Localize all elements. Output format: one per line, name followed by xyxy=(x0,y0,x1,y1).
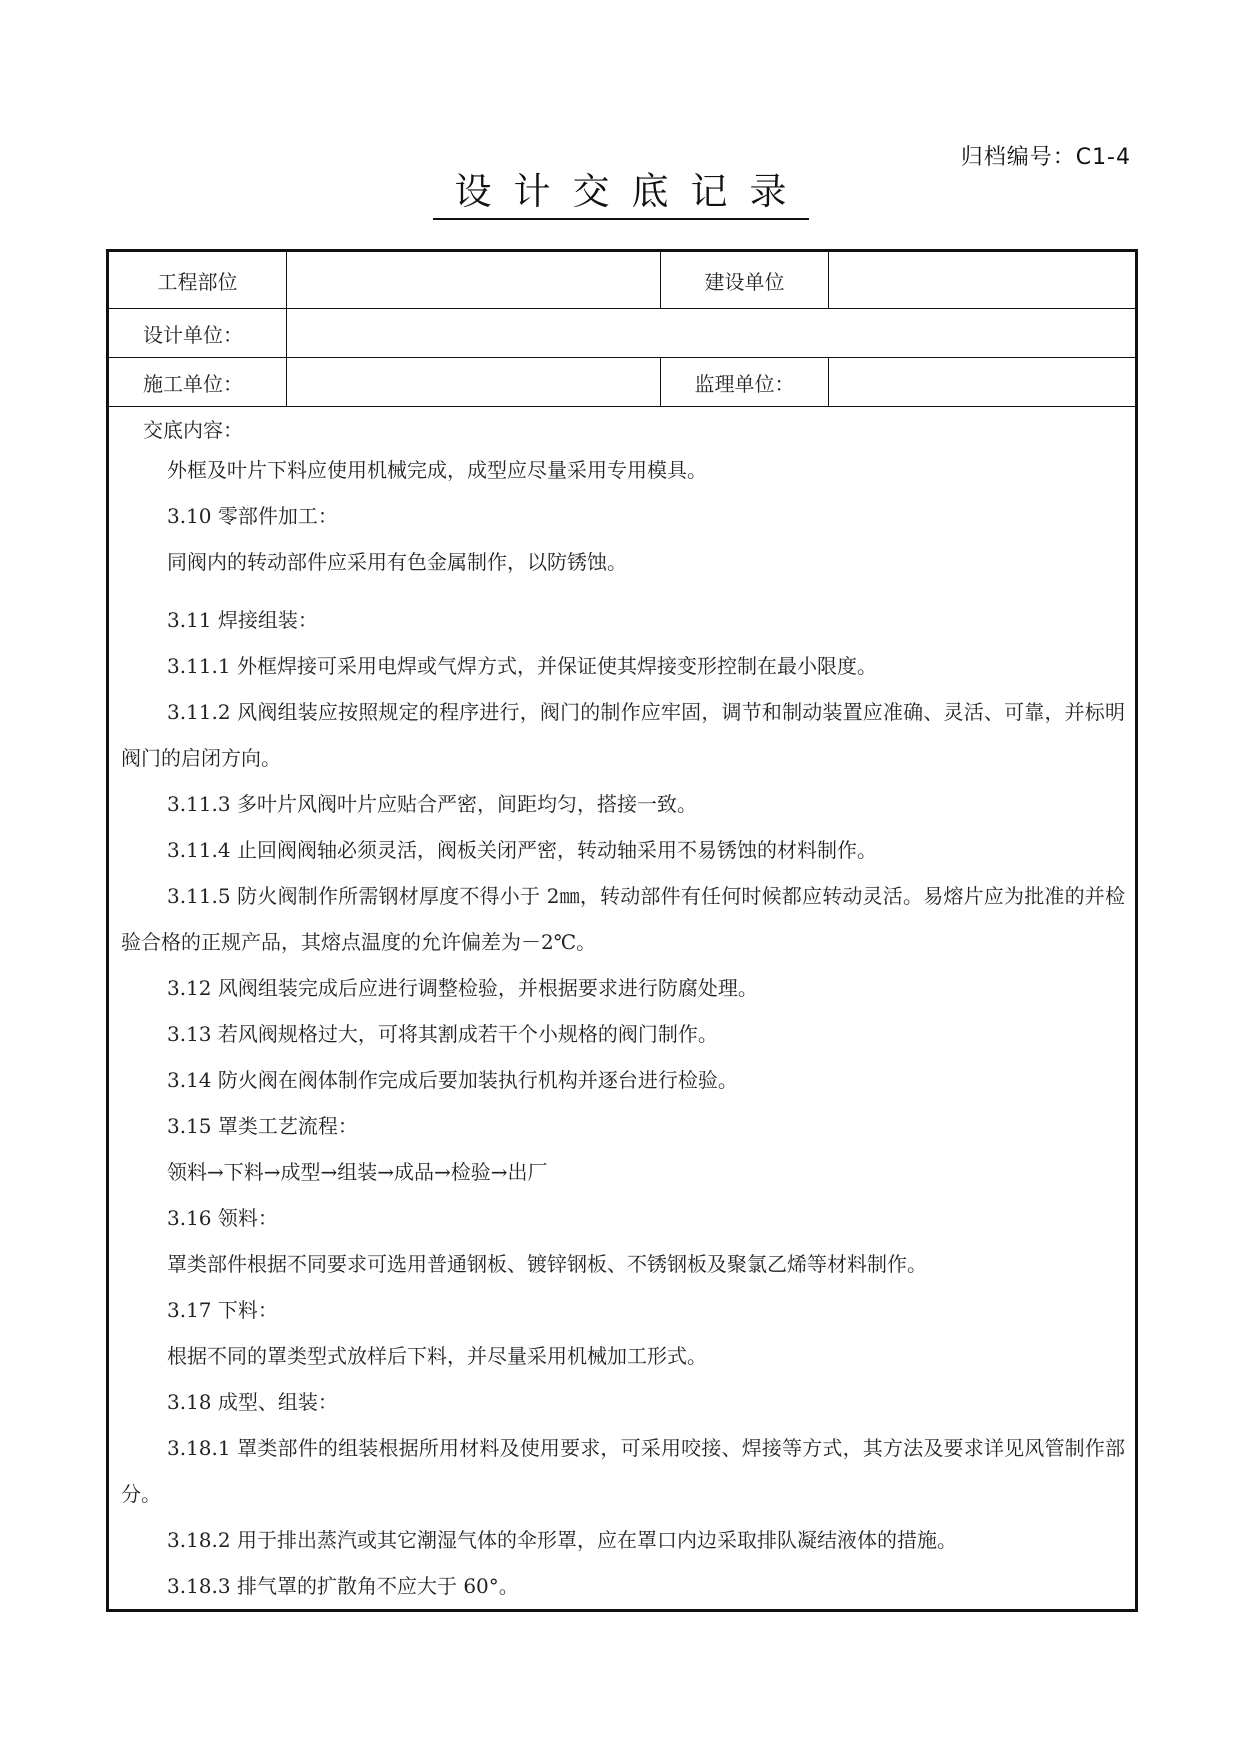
form-row-content xyxy=(108,407,1137,1611)
title-container xyxy=(0,170,1241,220)
content-paragraph: 3.13 若风阀规格过大，可将其割成若干个小规格的阀门制作。 xyxy=(167,1022,718,1046)
content-paragraph: 3.18.3 排气罩的扩散角不应大于 60°。 xyxy=(167,1574,519,1598)
content-paragraph: 3.18.1 罩类部件的组装根据所用材料及使用要求，可采用咬接、焊接等方式，其方法及要求详见风管制作部分。 xyxy=(121,1436,1125,1506)
content-paragraphs xyxy=(121,447,1125,1609)
project-part-field[interactable] xyxy=(287,251,661,309)
content-paragraph: 3.14 防火阀在阀体制作完成后要加装执行机构并逐台进行检验。 xyxy=(167,1068,738,1092)
disclosure-content-cell xyxy=(108,407,1137,1611)
content-paragraph: 根据不同的罩类型式放样后下料，并尽量采用机械加工形式。 xyxy=(167,1344,707,1368)
content-heading: 交底内容： xyxy=(143,418,243,442)
design-disclosure-table xyxy=(106,249,1138,1612)
owner-unit-label: 建设单位 xyxy=(661,251,829,309)
content-paragraph: 3.11 焊接组装： xyxy=(167,608,318,632)
construction-unit-field[interactable] xyxy=(287,358,661,407)
form-row-construction xyxy=(108,358,1137,407)
design-unit-field[interactable] xyxy=(287,309,1137,358)
content-paragraph: 3.11.1 外框焊接可采用电焊或气焊方式，并保证使其焊接变形控制在最小限度。 xyxy=(167,654,877,678)
content-paragraph: 同阀内的转动部件应采用有色金属制作，以防锈蚀。 xyxy=(167,550,627,574)
form-row-project xyxy=(108,251,1137,309)
construction-unit-label: 施工单位： xyxy=(108,358,287,407)
content-paragraph: 3.10 零部件加工： xyxy=(167,504,338,528)
content-paragraph: 3.17 下料： xyxy=(167,1298,278,1322)
content-paragraph: 3.11.2 风阀组装应按照规定的程序进行，阀门的制作应牢固，调节和制动装置应准确、灵活、可靠，并标明阀门的启闭方向。 xyxy=(121,700,1125,770)
supervision-unit-label: 监理单位： xyxy=(661,358,829,407)
archive-number: 归档编号：C1-4 xyxy=(960,145,1131,170)
content-paragraph: 3.15 罩类工艺流程： xyxy=(167,1114,358,1138)
content-paragraph: 3.18 成型、组装： xyxy=(167,1390,338,1414)
content-paragraph: 罩类部件根据不同要求可选用普通钢板、镀锌钢板、不锈钢板及聚氯乙烯等材料制作。 xyxy=(167,1252,927,1276)
content-paragraph: 外框及叶片下料应使用机械完成，成型应尽量采用专用模具。 xyxy=(167,458,707,482)
content-paragraph: 领料→下料→成型→组装→成品→检验→出厂 xyxy=(167,1160,548,1184)
content-paragraph: 3.16 领料： xyxy=(167,1206,278,1230)
project-part-label: 工程部位 xyxy=(108,251,287,309)
content-paragraph: 3.18.2 用于排出蒸汽或其它潮湿气体的伞形罩，应在罩口内边采取排队凝结液体的措施。 xyxy=(167,1528,957,1552)
page-title: 设计交底记录 xyxy=(433,170,809,220)
form-row-design xyxy=(108,309,1137,358)
content-paragraph: 3.11.4 止回阀阀轴必须灵活，阀板关闭严密，转动轴采用不易锈蚀的材料制作。 xyxy=(167,838,877,862)
content-paragraph: 3.11.5 防火阀制作所需钢材厚度不得小于 2㎜，转动部件有任何时候都应转动灵活。易熔片应为批准的并检验合格的正规产品，其熔点温度的允许偏差为－2℃。 xyxy=(121,884,1125,954)
owner-unit-field[interactable] xyxy=(829,251,1137,309)
supervision-unit-field[interactable] xyxy=(829,358,1137,407)
design-unit-label: 设计单位： xyxy=(108,309,287,358)
content-paragraph: 3.11.3 多叶片风阀叶片应贴合严密，间距均匀，搭接一致。 xyxy=(167,792,697,816)
content-paragraph: 3.12 风阀组装完成后应进行调整检验，并根据要求进行防腐处理。 xyxy=(167,976,758,1000)
